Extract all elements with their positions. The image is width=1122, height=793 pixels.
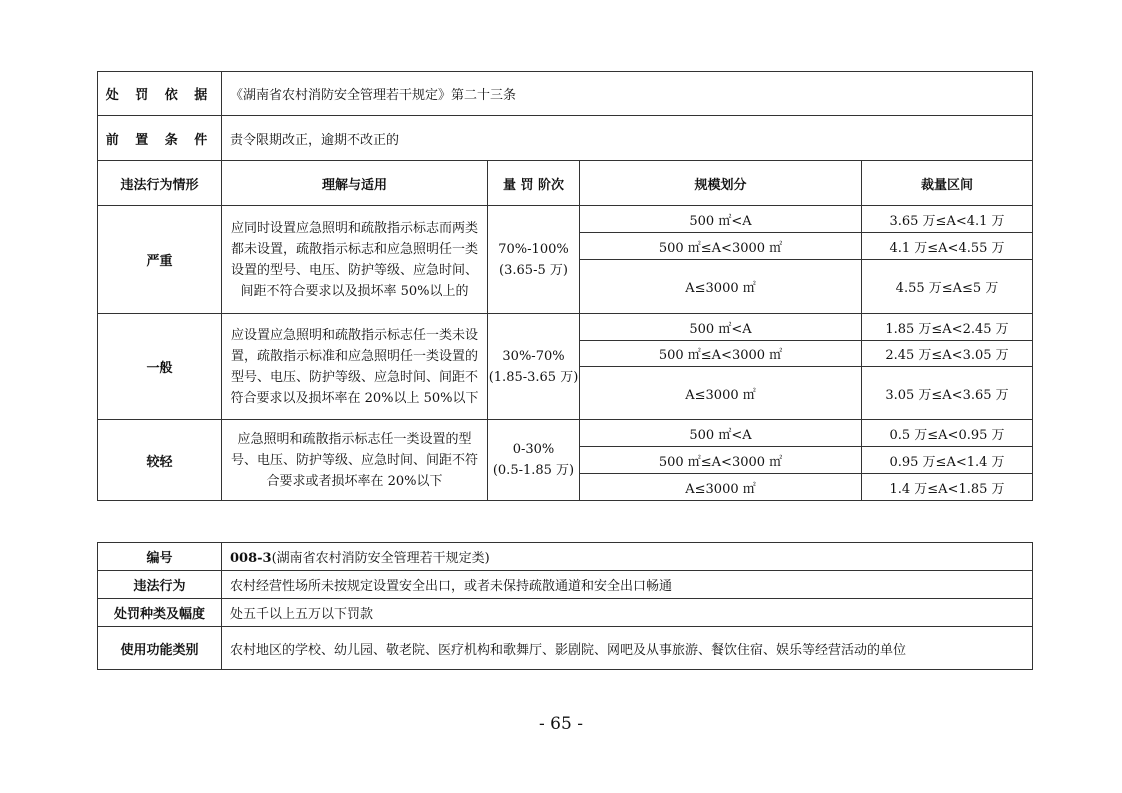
basis-value: 《湖南省农村消防安全管理若干规定》第二十三条 xyxy=(222,72,1033,116)
penalty-amount: (1.85-3.65 万) xyxy=(488,369,579,385)
range-cell: 3.05 万≤A<3.65 万 xyxy=(862,367,1033,420)
range-cell: 4.55 万≤A≤5 万 xyxy=(862,260,1033,314)
header-row xyxy=(98,161,1033,206)
header-range: 裁量区间 xyxy=(862,161,1033,206)
case-info-table xyxy=(97,542,1033,670)
severity-cell: 严重 xyxy=(98,206,222,314)
table-row xyxy=(98,206,1033,233)
description-cell: 应急照明和疏散指示标志任一类设置的型号、电压、防护等级、应急时间、间距不符合要求或者损坏率在 20%以下 xyxy=(222,420,488,501)
scale-cell: 500 ㎡≤A<3000 ㎡ xyxy=(580,341,862,367)
penalty-amount: (3.65-5 万) xyxy=(499,262,568,278)
range-cell: 3.65 万≤A<4.1 万 xyxy=(862,206,1033,233)
range-cell: 1.85 万≤A<2.45 万 xyxy=(862,314,1033,341)
violation-label: 违法行为 xyxy=(98,571,222,599)
scale-cell: 500 ㎡≤A<3000 ㎡ xyxy=(580,233,862,260)
penalty-value: 处五千以上五万以下罚款 xyxy=(222,599,1033,627)
header-scale: 规模划分 xyxy=(580,161,862,206)
category-label: 使用功能类别 xyxy=(98,627,222,670)
range-cell: 4.1 万≤A<4.55 万 xyxy=(862,233,1033,260)
table-row xyxy=(98,420,1033,447)
header-understanding: 理解与适用 xyxy=(222,161,488,206)
number-label: 编号 xyxy=(98,543,222,571)
violation-value: 农村经营性场所未按规定设置安全出口，或者未保持疏散通道和安全出口畅通 xyxy=(222,571,1033,599)
scale-cell: 500 ㎡<A xyxy=(580,420,862,447)
penalty-percent: 0-30% xyxy=(512,442,555,457)
severity-cell: 较轻 xyxy=(98,420,222,501)
penalty-row xyxy=(98,599,1033,627)
scale-cell: A≤3000 ㎡ xyxy=(580,367,862,420)
table-row xyxy=(98,314,1033,341)
page-number: - 65 - xyxy=(539,714,583,734)
range-cell: 0.5 万≤A<0.95 万 xyxy=(862,420,1033,447)
penalty-label: 处罚种类及幅度 xyxy=(98,599,222,627)
header-penalty-level: 量 罚 阶次 xyxy=(488,161,580,206)
number-code: 008-3 xyxy=(230,551,272,566)
penalty-level-cell xyxy=(488,420,580,501)
precondition-value: 责令限期改正，逾期不改正的 xyxy=(222,116,1033,161)
range-cell: 0.95 万≤A<1.4 万 xyxy=(862,447,1033,474)
description-cell: 应设置应急照明和疏散指示标志任一类未设置，疏散指示标准和应急照明任一类设置的型号、电压、防护等级、应急时间、间距不符合要求以及损坏率在 20%以上 50%以下 xyxy=(222,314,488,420)
precondition-label: 前 置 条 件 xyxy=(98,116,222,161)
violation-row xyxy=(98,571,1033,599)
scale-cell: 500 ㎡<A xyxy=(580,314,862,341)
scale-cell: 500 ㎡<A xyxy=(580,206,862,233)
basis-label: 处 罚 依 据 xyxy=(98,72,222,116)
number-row xyxy=(98,543,1033,571)
precondition-row xyxy=(98,116,1033,161)
penalty-table xyxy=(97,71,1033,501)
scale-cell: 500 ㎡≤A<3000 ㎡ xyxy=(580,447,862,474)
category-value: 农村地区的学校、幼儿园、敬老院、医疗机构和歌舞厅、影剧院、网吧及从事旅游、餐饮住宿、娱乐等经营活动的单位 xyxy=(222,627,1033,670)
scale-cell: A≤3000 ㎡ xyxy=(580,260,862,314)
category-row xyxy=(98,627,1033,670)
severity-cell: 一般 xyxy=(98,314,222,420)
number-value xyxy=(222,543,1033,571)
penalty-percent: 70%-100% xyxy=(498,241,569,257)
header-severity: 违法行为情形 xyxy=(98,161,222,206)
penalty-percent: 30%-70% xyxy=(502,348,565,364)
penalty-level-cell xyxy=(488,206,580,314)
range-cell: 2.45 万≤A<3.05 万 xyxy=(862,341,1033,367)
basis-row xyxy=(98,72,1033,116)
number-title: (湖南省农村消防安全管理若干规定类) xyxy=(271,551,490,566)
range-cell: 1.4 万≤A<1.85 万 xyxy=(862,474,1033,501)
description-cell: 应同时设置应急照明和疏散指示标志而两类都未设置，疏散指示标志和应急照明任一类设置的型号、电压、防护等级、应急时间、间距不符合要求以及损坏率 50%以上的 xyxy=(222,206,488,314)
penalty-level-cell xyxy=(488,314,580,420)
scale-cell: A≤3000 ㎡ xyxy=(580,474,862,501)
penalty-amount: (0.5-1.85 万) xyxy=(492,463,575,478)
